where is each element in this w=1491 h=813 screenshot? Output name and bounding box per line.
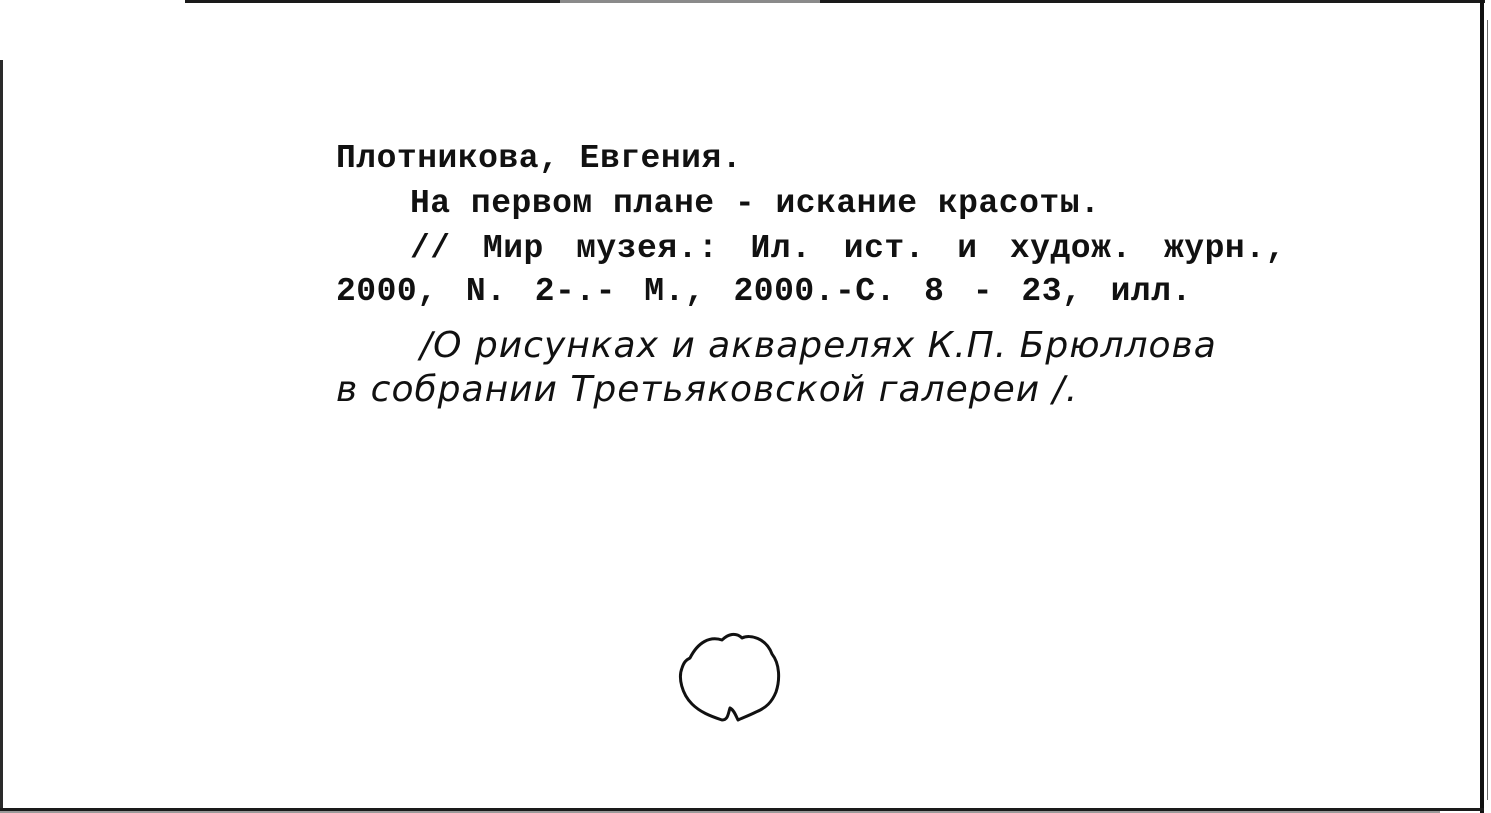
title-line: На первом плане - искание красоты. [410, 185, 1101, 222]
imprint-line: 2000, N. 2-.- М., 2000.-С. 8 - 23, илл. [336, 273, 1192, 310]
card-edge-top [185, 0, 1485, 3]
handwritten-annotation-line-1: /О рисунках и акварелях К.П. Брюллова [420, 325, 1217, 366]
source-line: // Мир музея.: Ил. ист. и худож. журн., [410, 230, 1286, 267]
card-edge-top-faded [560, 0, 820, 3]
card-edge-right-inner [1487, 20, 1488, 800]
card-edge-left [0, 60, 3, 810]
punch-hole-icon [670, 628, 785, 728]
handwritten-annotation-line-2: в собрании Третьяковской галереи /. [336, 369, 1079, 410]
author-line: Плотникова, Евгения. [336, 140, 743, 177]
card-edge-right [1480, 0, 1484, 813]
